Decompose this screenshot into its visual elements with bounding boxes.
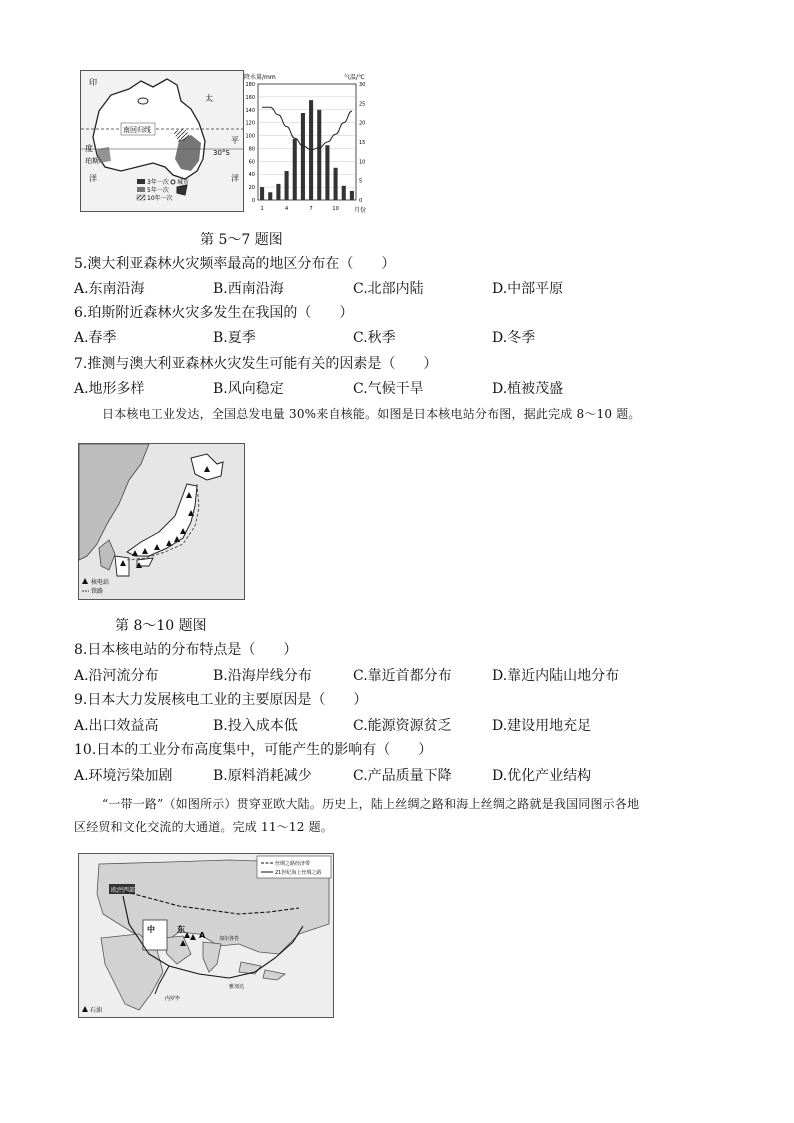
japan-legend-rail: 铁路	[91, 588, 104, 595]
x-tick: 4	[284, 206, 289, 212]
label-tai: 太	[205, 94, 213, 103]
label-du: 度	[85, 144, 93, 153]
precip-bar	[325, 145, 329, 200]
label-perth: 珀斯	[85, 157, 99, 165]
x-tick: 7	[309, 206, 313, 212]
tropic-label: 南回归线	[123, 126, 151, 134]
precip-bar	[350, 191, 354, 200]
japan-intro: 日本核电工业发达，全国总发电量 30%来自核能。如图是日本核电站分布图，据此完成 8～10 题。	[102, 407, 641, 421]
label-ping: 平	[231, 136, 239, 145]
y-tick-right: 20	[359, 120, 366, 127]
y-tick-right: 15	[359, 140, 366, 146]
y-tick-left: 120	[245, 120, 255, 127]
q7-option-d[interactable]: D.植被茂盛	[492, 381, 564, 397]
precip-bar	[342, 186, 346, 200]
q7-option-a[interactable]: A.地形多样	[74, 381, 145, 397]
label-dong: 东	[177, 925, 185, 934]
q9-option-b[interactable]: B.投入成本低	[213, 718, 298, 734]
japan-legend-nuclear: 核电站	[91, 579, 110, 586]
temperature-line	[262, 107, 352, 150]
label-yang-right: 洋	[231, 174, 239, 183]
q8-option-b[interactable]: B.沿海岸线分布	[213, 668, 312, 684]
y-tick-left: 160	[245, 94, 255, 101]
label-zhong: 中	[147, 925, 155, 934]
y-tick-left: 60	[248, 159, 255, 166]
y-tick-right: 0	[359, 198, 363, 204]
x-tick: 10	[332, 206, 339, 212]
precip-bar	[334, 168, 338, 200]
precip-bar	[293, 139, 297, 200]
q9-option-c[interactable]: C.能源资源贫乏	[353, 718, 452, 734]
legend-10yr: 10年一次	[147, 195, 173, 202]
precip-bar	[276, 184, 280, 200]
precip-bar	[285, 171, 289, 200]
q6-option-d[interactable]: D.冬季	[492, 330, 536, 346]
q10-option-b[interactable]: B.原料消耗减少	[213, 768, 312, 784]
label-jakarta: 雅加达	[229, 984, 245, 990]
fig1-caption: 第 5～7 题图	[200, 232, 283, 248]
q9-option-d[interactable]: D.建设用地充足	[492, 718, 592, 734]
y-tick-left: 40	[248, 172, 255, 179]
precip-bar	[260, 187, 264, 200]
precip-bar	[301, 113, 305, 200]
legend-land-road: 丝绸之路经济带	[275, 861, 311, 867]
q10-option-a[interactable]: A.环境污染加剧	[74, 768, 173, 784]
label-kolkata: 加尔各答	[219, 936, 240, 942]
y-tick-left: 180	[245, 82, 255, 88]
q10-option-c[interactable]: C.产品质量下降	[353, 768, 452, 784]
chart-ylabel-left: 降水量/mm	[244, 74, 276, 81]
y-tick-left: 0	[251, 198, 255, 204]
q5-option-d[interactable]: D.中部平原	[492, 281, 564, 297]
belt-intro-line1: “一带一路”（如图所示）贯穿亚欧大陆。历史上，陆上丝绸之路和海上丝绸之路就是我国同图示各地	[102, 797, 640, 811]
belt-intro-line2: 区经贸和文化交流的大通道。完成 11～12 题。	[74, 820, 333, 834]
australia-fire-map	[80, 70, 244, 212]
label-yang-left: 洋	[89, 174, 97, 183]
q6-option-b[interactable]: B.夏季	[213, 330, 256, 346]
q6-option-c[interactable]: C.秋季	[353, 330, 396, 346]
label-30s: 30°S	[213, 149, 230, 157]
q9-option-a[interactable]: A.出口效益高	[74, 718, 159, 734]
japan-nuclear-map	[78, 443, 245, 600]
legend-5yr: 5年一次	[147, 187, 169, 194]
legend-city: 城市	[177, 179, 190, 186]
chart-ylabel-right: 气温/℃	[344, 74, 365, 81]
q9-stem: 9.日本大力发展核电工业的主要原因是（ ）	[74, 692, 368, 708]
label-yin: 印	[89, 78, 97, 87]
q5-stem: 5.澳大利亚森林火灾频率最高的地区分布在（ ）	[74, 256, 396, 272]
y-tick-right: 25	[359, 101, 366, 108]
q8-stem: 8.日本核电站的分布特点是（ ）	[74, 642, 298, 658]
q8-option-a[interactable]: A.沿河流分布	[74, 668, 159, 684]
label-europe: 欧洲西部	[111, 887, 136, 894]
precip-bar	[317, 110, 321, 200]
legend-sea-road: 21世纪海上丝绸之路	[275, 870, 322, 876]
legend-3yr: 3年一次	[147, 179, 169, 186]
chart-x-unit: 月份	[354, 207, 367, 214]
q7-option-c[interactable]: C.气候干旱	[353, 381, 424, 397]
fig2-caption: 第 8～10 题图	[115, 618, 207, 634]
q6-option-a[interactable]: A.春季	[74, 330, 117, 346]
q5-option-c[interactable]: C.北部内陆	[353, 281, 424, 297]
y-tick-left: 20	[248, 185, 255, 192]
q7-stem: 7.推测与澳大利亚森林火灾发生可能有关的因素是（ ）	[74, 356, 438, 372]
q8-option-c[interactable]: C.靠近首都分布	[353, 668, 452, 684]
belt-road-map	[78, 853, 334, 1018]
q5-option-a[interactable]: A.东南沿海	[74, 281, 145, 297]
q10-stem: 10.日本的工业分布高度集中，可能产生的影响有（ ）	[74, 742, 433, 758]
q7-option-b[interactable]: B.风向稳定	[213, 381, 284, 397]
y-tick-right: 5	[359, 178, 363, 185]
x-tick: 1	[260, 206, 264, 212]
y-tick-left: 100	[245, 133, 255, 140]
y-tick-right: 30	[359, 82, 366, 88]
q6-stem: 6.珀斯附近森林火灾多发生在我国的（ ）	[74, 305, 354, 321]
q8-option-d[interactable]: D.靠近内陆山地分布	[492, 668, 620, 684]
q5-option-b[interactable]: B.西南沿海	[213, 281, 284, 297]
y-tick-right: 10	[359, 159, 366, 166]
perth-climate-chart	[238, 70, 378, 216]
y-tick-left: 140	[245, 107, 255, 114]
label-nairobi: 内罗毕	[165, 996, 181, 1002]
q10-option-d[interactable]: D.优化产业结构	[492, 768, 592, 784]
precip-bar	[268, 192, 272, 200]
y-tick-left: 80	[248, 146, 255, 153]
legend-oil: 石油	[90, 1007, 103, 1014]
label-a: A	[199, 931, 206, 940]
